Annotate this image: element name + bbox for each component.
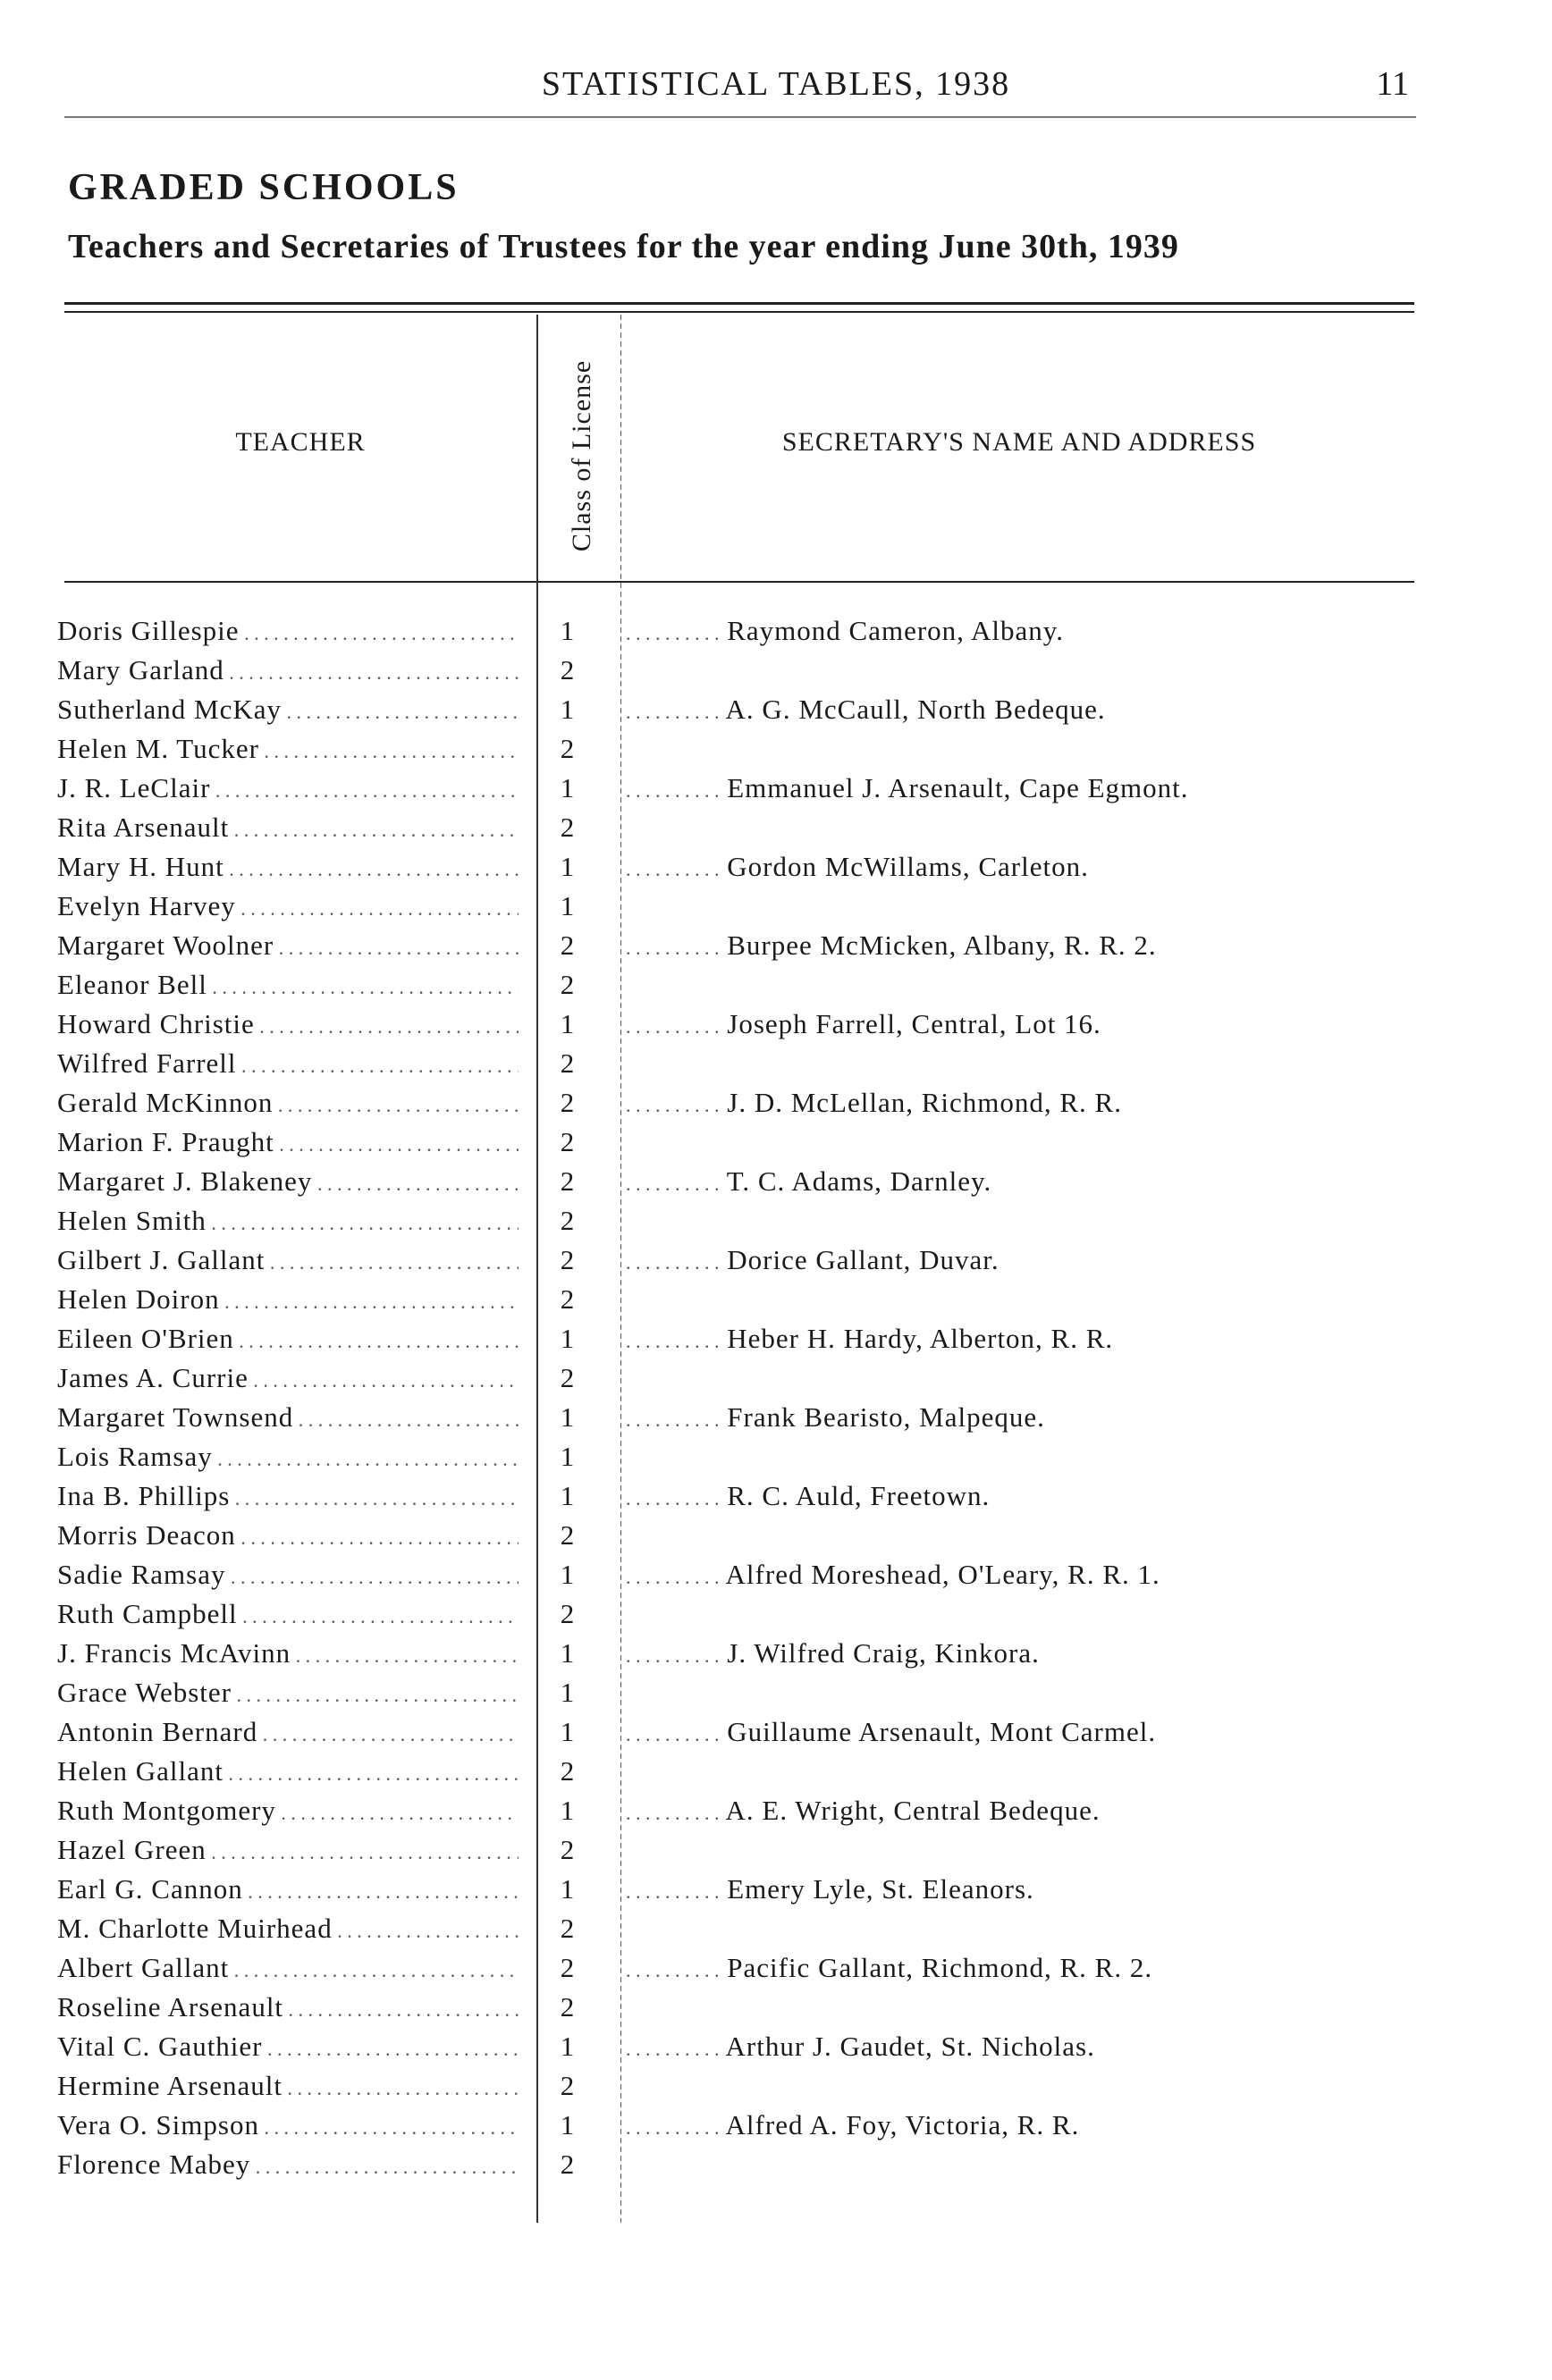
dot-leader: . . . . . . . . . .	[626, 1250, 720, 1274]
teacher-name: Ina B. Phillips . . .	[57, 1480, 519, 1512]
secretary-entry	[626, 1795, 1430, 1827]
secretary-entry	[626, 1165, 1430, 1198]
teacher-name: Gerald McKinnon . . .	[57, 1087, 519, 1119]
table-row	[0, 1677, 1552, 1716]
secretary-name-address: Alfred A. Foy, Victoria, R. R.	[725, 2109, 1080, 2140]
license-class: 1	[560, 1716, 576, 1747]
license-class: 1	[560, 1873, 576, 1905]
dot-leader: . . . . . . . . . .	[626, 1486, 720, 1510]
teacher-name: Grace Webster . . .	[57, 1677, 519, 1709]
teacher-name: Vital C. Gauthier . . .	[57, 2031, 519, 2063]
license-class: 1	[560, 1559, 576, 1590]
teacher-name: Doris Gillespie . . .	[57, 615, 519, 647]
table-row	[0, 1519, 1552, 1559]
column-header-license	[542, 340, 622, 572]
table-header-rule	[64, 581, 1414, 583]
teacher-name: Margaret J. Blakeney . . .	[57, 1165, 519, 1198]
secretary-name-address: Raymond Cameron, Albany.	[727, 615, 1064, 646]
dot-leader: . . . . . . . . . .	[626, 2115, 720, 2139]
secretary-entry	[626, 1952, 1430, 1984]
teacher-name: J. Francis McAvinn . . .	[57, 1637, 519, 1669]
table-row	[0, 851, 1552, 890]
secretary-name-address: Alfred Moreshead, O'Leary, R. R. 1.	[725, 1559, 1160, 1590]
dot-leader: . . . . . . . . . .	[626, 1408, 720, 1431]
secretary-name-address: Dorice Gallant, Duvar.	[727, 1244, 1000, 1275]
dot-leader: . . . . . . . . . .	[626, 778, 720, 802]
dot-leader: . . . . . . . . . .	[626, 1801, 720, 1824]
section-title: GRADED SCHOOLS	[68, 167, 460, 208]
license-class: 1	[560, 1401, 576, 1433]
dot-leader: . . . . . . . . . .	[626, 1880, 720, 1903]
dot-leader: . . . . . . . . . .	[626, 700, 720, 723]
teacher-name: Helen Smith . . .	[57, 1205, 519, 1237]
table-row	[0, 1323, 1552, 1362]
teacher-name: Gilbert J. Gallant . . .	[57, 1244, 519, 1276]
teacher-name: Margaret Townsend . . .	[57, 1401, 519, 1434]
table-row	[0, 1283, 1552, 1323]
teacher-name: Wilfred Farrell . . .	[57, 1047, 519, 1080]
dot-leader: . . . . . . . . . .	[626, 857, 720, 880]
header-rule	[64, 116, 1416, 118]
license-class: 1	[560, 1441, 576, 1472]
license-class: 2	[560, 2149, 576, 2180]
table-row	[0, 1637, 1552, 1677]
table-row	[0, 1559, 1552, 1598]
table-row	[0, 1913, 1552, 1952]
license-class: 2	[560, 1952, 576, 1983]
secretary-entry	[626, 1087, 1430, 1119]
secretary-name-address: A. G. McCaull, North Bedeque.	[725, 694, 1106, 725]
secretary-name-address: R. C. Auld, Freetown.	[727, 1480, 991, 1511]
license-class: 2	[560, 2070, 576, 2101]
secretary-entry	[626, 1637, 1430, 1669]
table-row	[0, 1244, 1552, 1283]
table-row	[0, 1047, 1552, 1087]
teacher-name: Mary Garland . . .	[57, 654, 519, 686]
table-row	[0, 733, 1552, 772]
teacher-name: Eileen O'Brien . . .	[57, 1323, 519, 1355]
teacher-name: Florence Mabey . . .	[57, 2149, 519, 2181]
license-class: 2	[560, 812, 576, 843]
table-row	[0, 694, 1552, 733]
table-row	[0, 1834, 1552, 1873]
license-class: 2	[560, 654, 576, 685]
secretary-entry	[626, 1716, 1430, 1748]
license-class: 1	[560, 851, 576, 882]
table-row	[0, 1087, 1552, 1126]
secretary-name-address: Gordon McWillams, Carleton.	[727, 851, 1089, 882]
teacher-name: Antonin Bernard . . .	[57, 1716, 519, 1748]
dot-leader: . . . . . . . . . .	[626, 1329, 720, 1352]
license-class: 1	[560, 890, 576, 921]
secretary-entry	[626, 1559, 1430, 1591]
teacher-name: Mary H. Hunt . . .	[57, 851, 519, 883]
dot-leader: . . . . . . . . . .	[626, 936, 720, 959]
secretary-name-address: T. C. Adams, Darnley.	[726, 1165, 992, 1197]
teacher-name: Sutherland McKay . . .	[57, 694, 519, 726]
secretary-name-address: J. Wilfred Craig, Kinkora.	[727, 1637, 1040, 1669]
table-row	[0, 1205, 1552, 1244]
column-header-secretary: SECRETARY'S NAME AND ADDRESS	[781, 427, 1257, 457]
teacher-name: J. R. LeClair . . .	[57, 772, 519, 804]
dot-leader: . . . . . . . . . .	[626, 2037, 720, 2060]
table-row	[0, 1126, 1552, 1165]
dot-leader: . . . . . . . . . .	[626, 1958, 720, 1981]
license-class: 2	[560, 1087, 576, 1118]
secretary-entry	[626, 1401, 1430, 1434]
table-row	[0, 1952, 1552, 1991]
license-class: 2	[560, 969, 576, 1000]
table-row	[0, 654, 1552, 694]
table-row	[0, 1441, 1552, 1480]
teacher-name: Howard Christie . . .	[57, 1008, 519, 1040]
license-class: 2	[560, 1047, 576, 1079]
teacher-name: M. Charlotte Muirhead . . .	[57, 1913, 519, 1945]
dot-leader: . . . . . . . . . .	[626, 1644, 720, 1667]
dot-leader: . . . . . . . . . .	[626, 621, 720, 644]
table-row	[0, 2031, 1552, 2070]
license-class: 1	[560, 2109, 576, 2140]
teacher-name: Eleanor Bell . . .	[57, 969, 519, 1001]
teacher-name: Roseline Arsenault . . .	[57, 1991, 519, 2023]
table-row	[0, 1008, 1552, 1047]
table-row	[0, 1401, 1552, 1441]
secretary-entry	[626, 1873, 1430, 1905]
secretary-name-address: Emmanuel J. Arsenault, Cape Egmont.	[727, 772, 1189, 803]
teacher-name: Helen M. Tucker . . .	[57, 733, 519, 765]
teacher-name: Hazel Green . . .	[57, 1834, 519, 1866]
dot-leader: . . . . . . . . . .	[626, 1722, 720, 1745]
license-class: 2	[560, 1165, 576, 1197]
table-row	[0, 615, 1552, 654]
table-row	[0, 1991, 1552, 2031]
teacher-name: Rita Arsenault . . .	[57, 812, 519, 844]
license-class: 2	[560, 733, 576, 764]
license-class: 1	[560, 2031, 576, 2062]
table-row	[0, 1716, 1552, 1755]
secretary-name-address: Frank Bearisto, Malpeque.	[727, 1401, 1045, 1433]
dot-leader: . . . . . . . . . .	[626, 1093, 720, 1116]
teacher-name: Vera O. Simpson . . .	[57, 2109, 519, 2141]
table-row	[0, 2109, 1552, 2149]
table-row	[0, 890, 1552, 929]
table-row	[0, 929, 1552, 969]
secretary-entry	[626, 772, 1430, 804]
secretary-entry	[626, 694, 1430, 726]
license-class: 1	[560, 615, 576, 646]
teacher-name: Albert Gallant . . .	[57, 1952, 519, 1984]
teacher-name: Helen Gallant . . .	[57, 1755, 519, 1787]
secretary-entry	[626, 1480, 1430, 1512]
teacher-name: Lois Ramsay . . .	[57, 1441, 519, 1473]
teacher-name: James A. Currie . . .	[57, 1362, 519, 1394]
license-class: 1	[560, 1677, 576, 1708]
dot-leader: . . . . . . . . . .	[626, 1014, 720, 1038]
license-class: 1	[560, 1637, 576, 1669]
teacher-name: Evelyn Harvey . . .	[57, 890, 519, 922]
license-class: 2	[560, 1126, 576, 1157]
teacher-name: Sadie Ramsay . . .	[57, 1559, 519, 1591]
license-class: 2	[560, 1205, 576, 1236]
license-class: 2	[560, 1598, 576, 1629]
teacher-name: Hermine Arsenault . . .	[57, 2070, 519, 2102]
table-row	[0, 2149, 1552, 2188]
secretary-name-address: Heber H. Hardy, Alberton, R. R.	[727, 1323, 1114, 1354]
license-class: 2	[560, 1362, 576, 1393]
table-row	[0, 1362, 1552, 1401]
teacher-name: Margaret Woolner . . .	[57, 929, 519, 962]
table-row	[0, 812, 1552, 851]
secretary-name-address: J. D. McLellan, Richmond, R. R.	[727, 1087, 1122, 1118]
teacher-name: Earl G. Cannon . . .	[57, 1873, 519, 1905]
license-class: 1	[560, 1795, 576, 1826]
table-row	[0, 1755, 1552, 1795]
teacher-name: Ruth Montgomery . . .	[57, 1795, 519, 1827]
license-class: 2	[560, 1834, 576, 1865]
section-subtitle: Teachers and Secretaries of Trustees for the year ending June 30th, 1939	[68, 228, 1179, 265]
dot-leader: . . . . . . . . . .	[626, 1565, 720, 1588]
license-class: 2	[560, 1991, 576, 2023]
license-class: 1	[560, 694, 576, 725]
license-class: 1	[560, 1323, 576, 1354]
license-class: 2	[560, 1244, 576, 1275]
secretary-name-address: Guillaume Arsenault, Mont Carmel.	[727, 1716, 1157, 1747]
table-row	[0, 969, 1552, 1008]
secretary-entry	[626, 615, 1430, 647]
secretary-entry	[626, 1323, 1430, 1355]
table-row	[0, 1795, 1552, 1834]
column-header-license-text: Class of License	[567, 359, 596, 552]
table-row	[0, 772, 1552, 812]
secretary-name-address: Pacific Gallant, Richmond, R. R. 2.	[727, 1952, 1153, 1983]
secretary-entry	[626, 1008, 1430, 1040]
column-header-teacher: TEACHER	[235, 427, 366, 457]
table-row	[0, 1598, 1552, 1637]
teacher-name: Marion F. Praught . . .	[57, 1126, 519, 1158]
secretary-entry	[626, 929, 1430, 962]
teacher-name: Morris Deacon . . .	[57, 1519, 519, 1552]
license-class: 1	[560, 1008, 576, 1039]
table-row	[0, 2070, 1552, 2109]
dot-leader: . . . . . . . . . .	[626, 1172, 720, 1195]
teacher-name: Ruth Campbell . . .	[57, 1598, 519, 1630]
page-number: 11	[1376, 65, 1409, 103]
table-row	[0, 1873, 1552, 1913]
license-class: 1	[560, 772, 576, 803]
secretary-entry	[626, 1244, 1430, 1276]
table-row	[0, 1480, 1552, 1519]
license-class: 2	[560, 1913, 576, 1944]
running-header: STATISTICAL TABLES, 1938	[541, 65, 1011, 103]
secretary-name-address: Joseph Farrell, Central, Lot 16.	[727, 1008, 1101, 1039]
secretary-entry	[626, 2109, 1430, 2141]
license-class: 2	[560, 1519, 576, 1551]
table-top-rule-inner	[64, 311, 1414, 313]
secretary-name-address: Arthur J. Gaudet, St. Nicholas.	[725, 2031, 1095, 2062]
secretary-name-address: A. E. Wright, Central Bedeque.	[725, 1795, 1101, 1826]
license-class: 1	[560, 1480, 576, 1511]
teacher-name: Helen Doiron . . .	[57, 1283, 519, 1316]
table-top-rule	[64, 302, 1414, 305]
license-class: 2	[560, 1283, 576, 1315]
secretary-name-address: Burpee McMicken, Albany, R. R. 2.	[727, 929, 1157, 961]
secretary-entry	[626, 2031, 1430, 2063]
secretary-name-address: Emery Lyle, St. Eleanors.	[727, 1873, 1034, 1905]
table-row	[0, 1165, 1552, 1205]
secretary-entry	[626, 851, 1430, 883]
license-class: 2	[560, 929, 576, 961]
license-class: 2	[560, 1755, 576, 1787]
